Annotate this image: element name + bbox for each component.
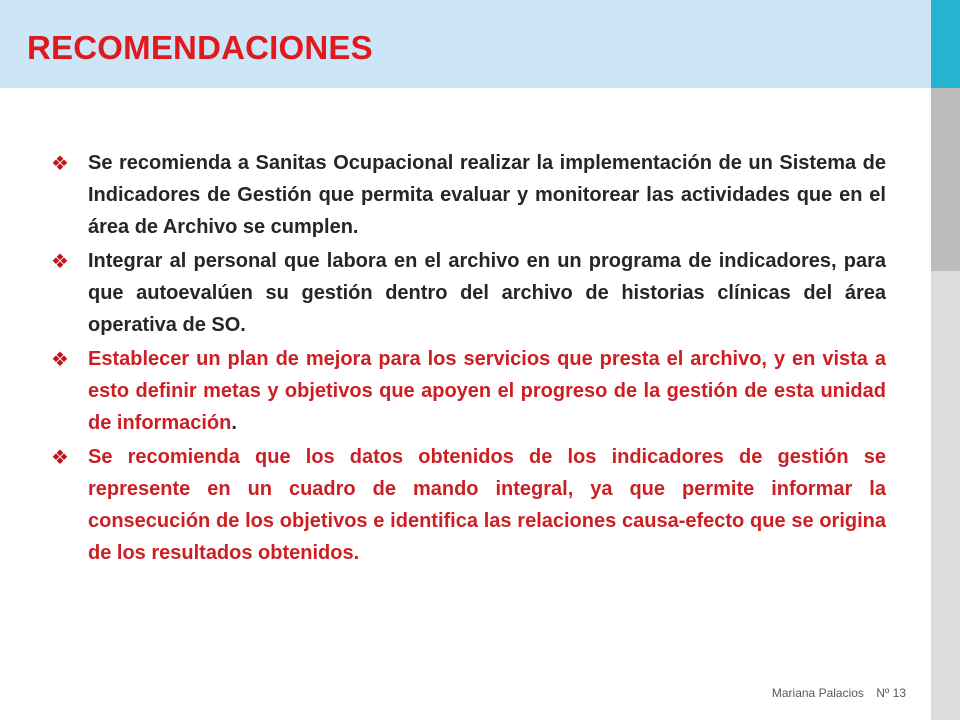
- list-item-text: Se recomienda a Sanitas Ocupacional realizar la implementación de un Sistema de Indicadores de Gestión que permita evaluar y monitorear las actividades que en el área de Archivo se cumplen.: [88, 152, 886, 238]
- side-bar-mid-block: [931, 88, 960, 271]
- page-number: Nº 13: [876, 686, 906, 700]
- list-item: [51, 343, 886, 439]
- list-item-text: Se recomienda que los datos obtenidos de los indicadores de gestión se represente en un cuadro de mando integral, ya que permite informar la consecución de los objetivos e identifica las relaciones causa-efecto que se origina de los resultados obtenidos.: [88, 446, 886, 564]
- diamond-star-icon: ❖: [51, 151, 69, 175]
- diamond-star-icon: ❖: [51, 347, 69, 371]
- side-bar-accent: [931, 0, 960, 88]
- list-item: [51, 147, 886, 243]
- list-item-text: Integrar al personal que labora en el archivo en un programa de indicadores, para que autoevalúen su gestión dentro del archivo de historias clínicas del área operativa de SO.: [88, 250, 886, 336]
- list-item: [51, 441, 886, 569]
- list-item: [51, 245, 886, 341]
- recommendations-list: [51, 147, 886, 571]
- diamond-star-icon: ❖: [51, 249, 69, 273]
- diamond-star-icon: ❖: [51, 445, 69, 469]
- footer-author: Mariana Palacios: [771, 686, 864, 700]
- slide-footer: [772, 686, 906, 700]
- slide-title: RECOMENDACIONES: [27, 29, 373, 66]
- side-decoration-bar: [931, 0, 960, 720]
- list-item-text: Establecer un plan de mejora para los servicios que presta el archivo, y en vista a esto definir metas y objetivos que apoyen el progreso de la gestión de esta unidad de información.: [88, 348, 886, 434]
